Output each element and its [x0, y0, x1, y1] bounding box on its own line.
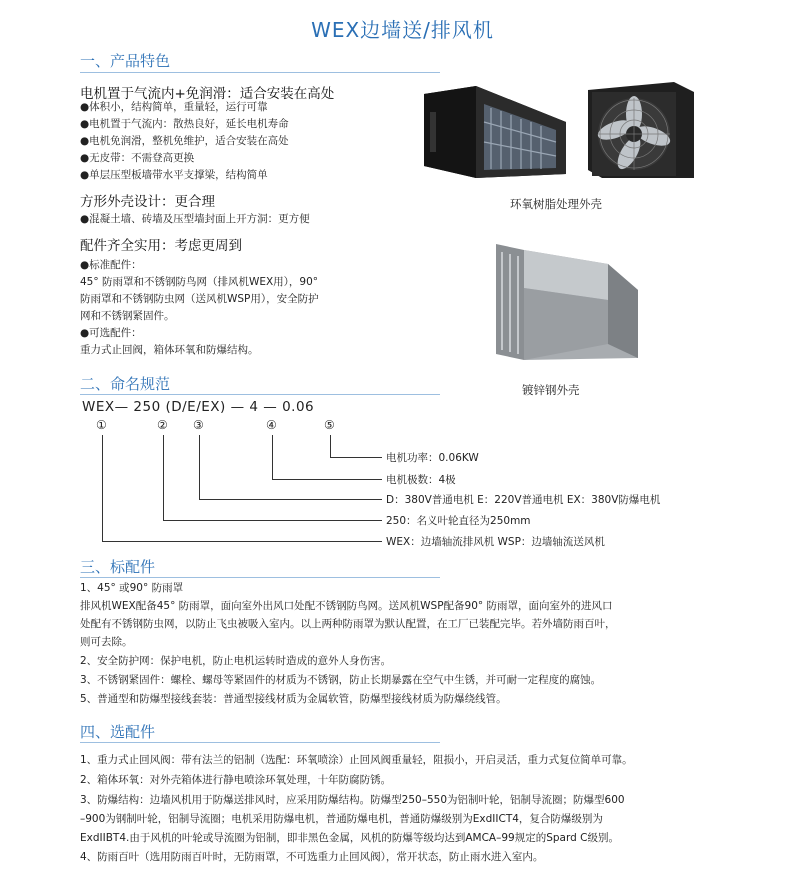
naming-marker-3: ③: [193, 418, 204, 432]
leader-line: [272, 479, 382, 480]
section-heading-naming: 二、命名规范: [80, 375, 171, 393]
feature-bullet: ●电机免润滑，整机免维护，适合安装在高处: [80, 135, 289, 147]
standard-accessories-line: 防雨罩和不锈钢防虫网（送风机WSP用），安全防护: [80, 293, 319, 305]
leader-line: [272, 435, 273, 479]
leader-line: [199, 435, 200, 499]
section-heading-optional: 四、选配件: [80, 723, 156, 741]
section-divider: [80, 742, 440, 743]
feature-bullet: ●混凝土墙、砖墙及压型墙封面上开方洞：更方便: [80, 213, 310, 225]
naming-label-diameter: 250：名义叶轮直径为250mm: [386, 515, 531, 527]
optional-accessories-line: 重力式止回阀，箱体环氧和防爆结构。: [80, 344, 259, 356]
leader-line: [102, 435, 103, 541]
standard-accessories-title: ●标准配件：: [80, 259, 142, 271]
feature-bullet: ●单层压型板墙带水平支撑梁，结构简单: [80, 169, 268, 181]
naming-marker-4: ④: [266, 418, 277, 432]
feature-bullet: ●体积小，结构简单，重量轻，运行可靠: [80, 101, 268, 113]
section-divider: [80, 577, 440, 578]
naming-marker-5: ⑤: [324, 418, 335, 432]
section-heading-features: 一、产品特色: [80, 52, 171, 70]
section-heading-standard: 三、标配件: [80, 558, 156, 576]
leader-line: [163, 435, 164, 520]
feature-subheading-2: 方形外壳设计：更合理: [80, 194, 215, 210]
standard-text-line: 则可去除。: [80, 636, 133, 648]
photo-caption-epoxy: 环氧树脂处理外壳: [510, 197, 602, 211]
naming-code-example: WEX— 250 (D/E/EX) — 4 — 0.06: [82, 399, 315, 415]
feature-bullet: ●无皮带：不需登高更换: [80, 152, 195, 164]
fan-photo-epoxy-side: [416, 82, 571, 182]
standard-accessories-line: 网和不锈钢紧固件。: [80, 310, 175, 322]
standard-accessories-line: 45° 防雨罩和不锈钢防鸟网（排风机WEX用），90°: [80, 276, 319, 288]
fan-photo-epoxy-front: [584, 78, 699, 183]
fan-photo-galvanized: [488, 240, 648, 365]
leader-line: [330, 457, 382, 458]
leader-line: [163, 520, 382, 521]
photo-caption-galvanized: 镀锌钢外壳: [522, 383, 580, 397]
optional-text-line: 2、箱体环氧：对外壳箱体进行静电喷涂环氧处理，十年防腐防锈。: [80, 774, 392, 786]
leader-line: [330, 435, 331, 457]
standard-text-line: 排风机WEX配备45° 防雨罩，面向室外出风口处配不锈钢防鸟网。送风机WSP配备90° 防雨罩，面向室外的进风口: [80, 600, 613, 612]
naming-label-power: 电机功率：0.06KW: [386, 452, 479, 464]
feature-bullet: ●电机置于气流内：散热良好，延长电机寿命: [80, 118, 289, 130]
optional-text-line: –900为钢制叶轮，铝制导流圈；电机采用防爆电机，普通防爆电机，普通防爆级别为ExdIICT4，复合防爆级别为: [80, 813, 603, 825]
naming-label-poles: 电机极数：4极: [386, 474, 456, 486]
naming-marker-2: ②: [157, 418, 168, 432]
standard-text-line: 2、安全防护网：保护电机，防止电机运转时造成的意外人身伤害。: [80, 655, 392, 667]
standard-text-line: 5、普通型和防爆型接线套装：普通型接线材质为金属软管，防爆型接线材质为防爆绕线管。: [80, 693, 507, 705]
leader-line: [102, 541, 382, 542]
naming-label-type: WEX：边墙轴流排风机 WSP：边墙轴流送风机: [386, 536, 605, 548]
optional-text-line: 3、防爆结构：边墙风机用于防爆送排风时，应采用防爆结构。防爆型250–550为铝制叶轮，铝制导流圈；防爆型600: [80, 794, 625, 806]
naming-marker-1: ①: [96, 418, 107, 432]
optional-text-line: 1、重力式止回风阀：带有法兰的铝制（选配：环氧喷涂）止回风阀重量轻，阻损小，开启灵活，重力式复位简单可靠。: [80, 754, 633, 766]
feature-subheading-3: 配件齐全实用：考虑更周到: [80, 238, 242, 254]
standard-text-line: 3、不锈钢紧固件：螺栓、螺母等紧固件的材质为不锈钢，防止长期暴露在空气中生锈，并可耐一定程度的腐蚀。: [80, 674, 602, 686]
optional-text-line: 4、防雨百叶（选用防雨百叶时，无防雨罩，不可选重力止回风阀），常开状态，防止雨水进入室内。: [80, 851, 544, 863]
leader-line: [199, 499, 382, 500]
feature-subheading-1: 电机置于气流内+免润滑：适合安装在高处: [80, 86, 335, 102]
section-divider: [80, 72, 440, 73]
section-divider: [80, 394, 440, 395]
optional-text-line: ExdIIBT4.由于风机的叶轮或导流圈为铝制，即非黑色金属，风机的防爆等级均达到AMCA–99规定的Spard C级别。: [80, 832, 619, 844]
page-title: WEX边墙送/排风机: [311, 18, 494, 42]
naming-label-motor: D：380V普通电机 E：220V普通电机 EX：380V防爆电机: [386, 494, 661, 506]
standard-text-line: 处配有不锈钢防虫网，以防止飞虫被吸入室内。以上两种防雨罩为默认配置，在工厂已装配完毕。若外墙防雨百叶，: [80, 618, 616, 630]
standard-text-line: 1、45° 或90° 防雨罩: [80, 582, 184, 594]
optional-accessories-title: ●可选配件：: [80, 327, 142, 339]
